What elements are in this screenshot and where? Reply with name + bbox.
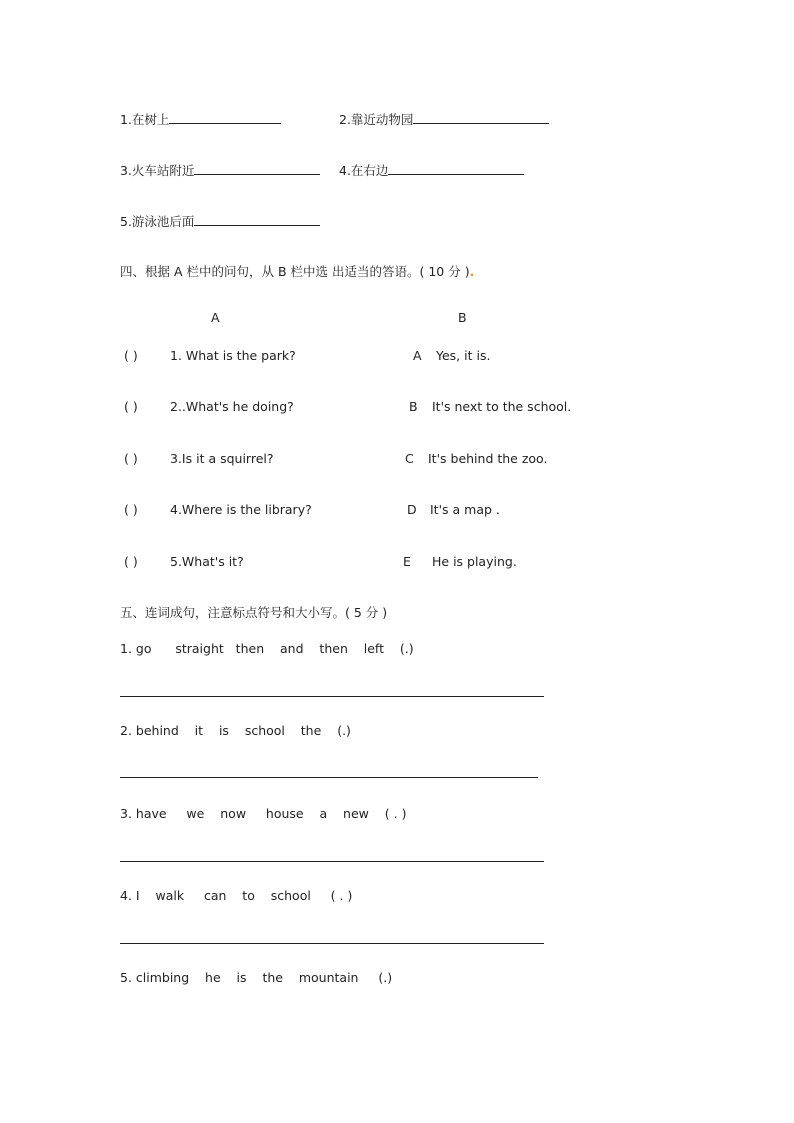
answer-line[interactable] bbox=[120, 777, 538, 778]
answer-line[interactable] bbox=[120, 861, 544, 862]
question-bracket[interactable]: ( ) bbox=[124, 399, 138, 414]
phrase-label: 4.在右边 bbox=[339, 163, 389, 178]
answer-blank[interactable] bbox=[388, 162, 524, 175]
question-bracket[interactable]: ( ) bbox=[124, 502, 138, 517]
answer-blank[interactable] bbox=[194, 162, 320, 175]
answer-blank[interactable] bbox=[194, 213, 320, 226]
answer-letter: D bbox=[407, 502, 417, 517]
answer-letter: E bbox=[403, 554, 411, 569]
word-order-item: 4. I walk can to school ( . ) bbox=[120, 888, 353, 903]
phrase-4 bbox=[339, 162, 524, 179]
section-4-heading bbox=[120, 264, 474, 280]
question-text: 3.Is it a squirrel? bbox=[170, 451, 274, 466]
question-text: 2..What's he doing? bbox=[170, 399, 294, 414]
word-order-item: 1. go straight then and then left (.) bbox=[120, 641, 414, 656]
answer-blank[interactable] bbox=[169, 111, 281, 124]
answer-text: It's behind the zoo. bbox=[428, 451, 548, 466]
heading-dot: . bbox=[469, 264, 475, 279]
answer-text: He is playing. bbox=[432, 554, 517, 569]
question-bracket[interactable]: ( ) bbox=[124, 348, 138, 363]
phrase-label: 1.在树上 bbox=[120, 112, 170, 127]
answer-blank[interactable] bbox=[413, 111, 549, 124]
phrase-2 bbox=[339, 111, 549, 128]
column-a-header: A bbox=[211, 310, 220, 325]
word-order-item: 2. behind it is school the (.) bbox=[120, 723, 351, 738]
answer-line[interactable] bbox=[120, 943, 544, 944]
answer-text: It's next to the school. bbox=[432, 399, 572, 414]
phrase-1 bbox=[120, 111, 281, 128]
section-5-heading: 五、连词成句，注意标点符号和大小写。( 5 分 ) bbox=[120, 605, 388, 620]
question-text: 4.Where is the library? bbox=[170, 502, 312, 517]
phrase-label: 5.游泳池后面 bbox=[120, 214, 195, 229]
phrase-3 bbox=[120, 162, 320, 179]
word-order-item: 3. have we now house a new ( . ) bbox=[120, 806, 407, 821]
answer-text: Yes, it is. bbox=[436, 348, 491, 363]
answer-letter: B bbox=[409, 399, 418, 414]
question-text: 5.What's it? bbox=[170, 554, 244, 569]
column-b-header: B bbox=[458, 310, 467, 325]
question-bracket[interactable]: ( ) bbox=[124, 451, 138, 466]
word-order-item: 5. climbing he is the mountain (.) bbox=[120, 970, 393, 985]
phrase-label: 3.火车站附近 bbox=[120, 163, 195, 178]
answer-text: It's a map . bbox=[430, 502, 500, 517]
answer-letter: A bbox=[413, 348, 422, 363]
answer-line[interactable] bbox=[120, 696, 544, 697]
phrase-label: 2.靠近动物园 bbox=[339, 112, 414, 127]
question-text: 1. What is the park? bbox=[170, 348, 296, 363]
phrase-5 bbox=[120, 213, 320, 230]
answer-letter: C bbox=[405, 451, 414, 466]
question-bracket[interactable]: ( ) bbox=[124, 554, 138, 569]
section-4-heading-text: 四、根据 A 栏中的问句，从 B 栏中选 出适当的答语。( 10 分 ) bbox=[120, 264, 470, 279]
